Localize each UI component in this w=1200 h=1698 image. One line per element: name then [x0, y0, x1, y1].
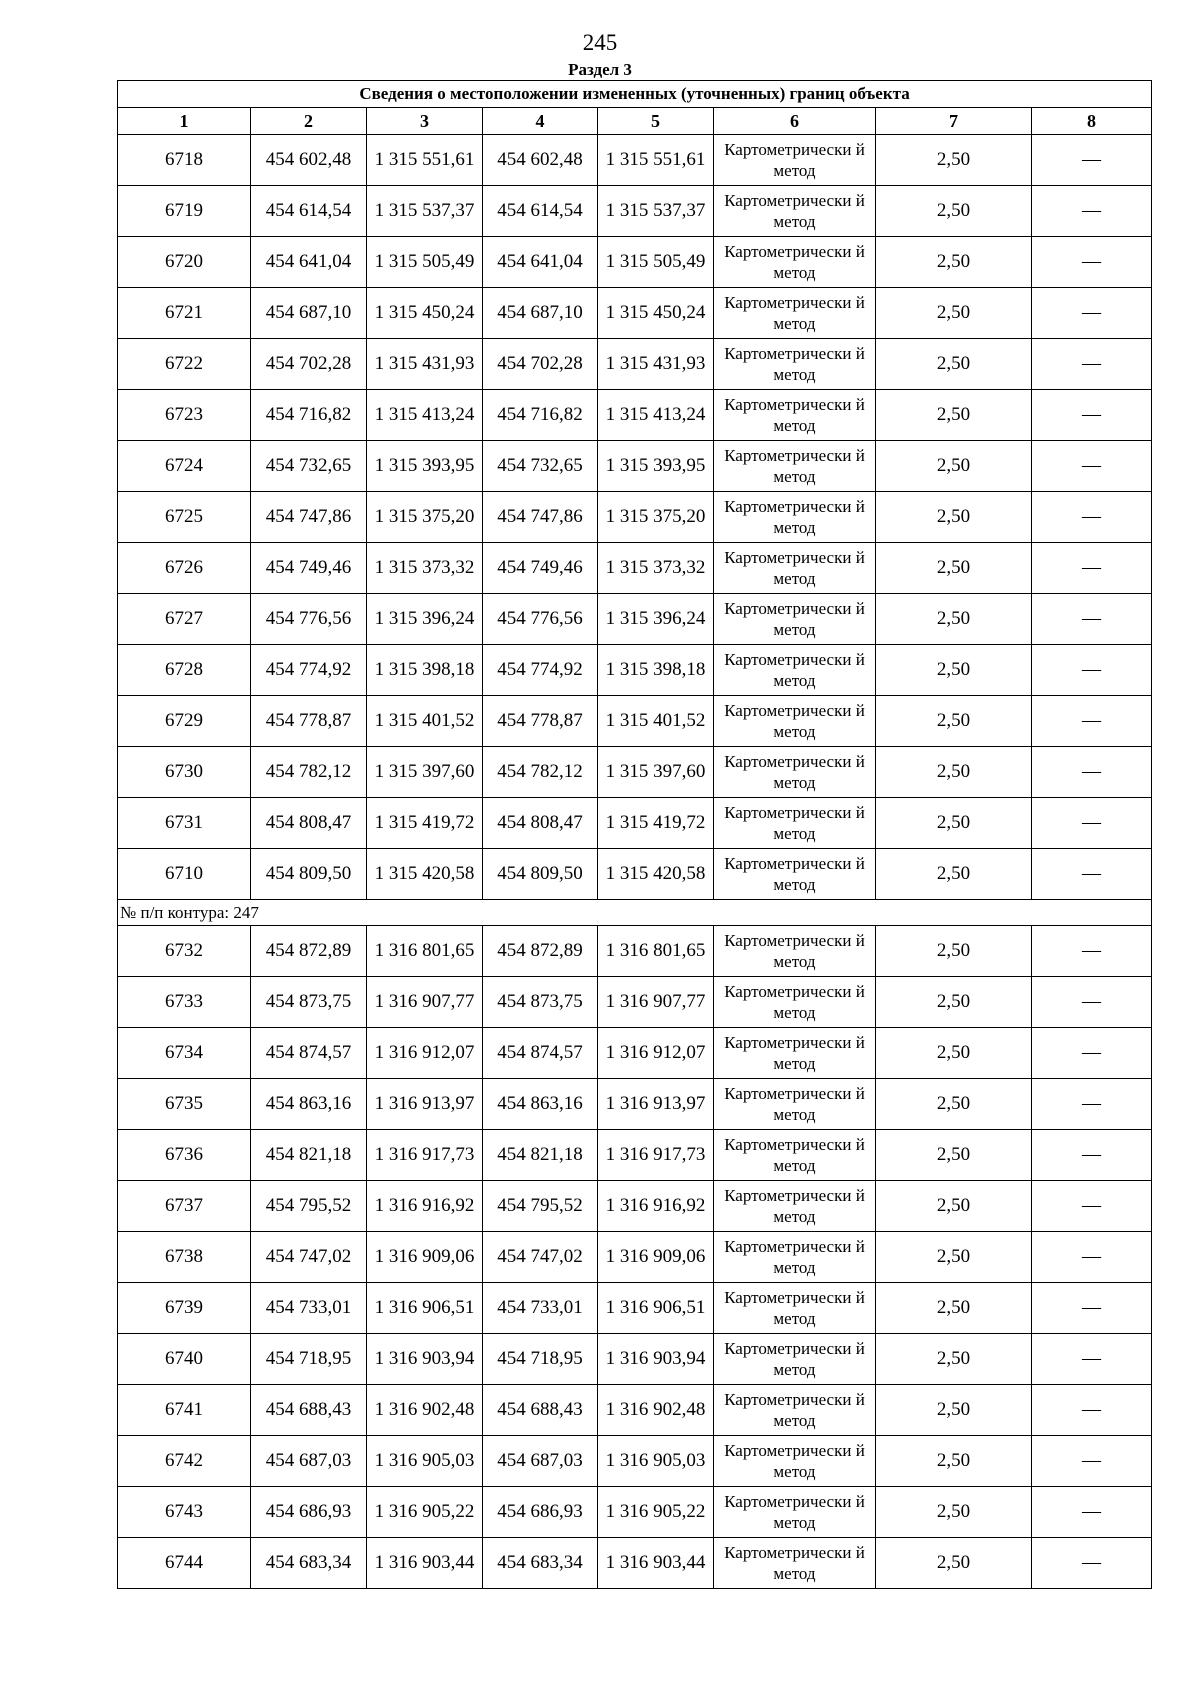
x-coordinate-cell: 454 686,93: [483, 1487, 598, 1538]
x-coordinate-cell: 454 602,48: [251, 135, 367, 186]
y-coordinate-cell: 1 316 905,03: [367, 1436, 483, 1487]
x-coordinate-cell: 454 776,56: [483, 594, 598, 645]
x-coordinate-cell: 454 776,56: [251, 594, 367, 645]
method-cell: Картометрически й метод: [714, 339, 876, 390]
y-coordinate-cell: 1 315 413,24: [367, 390, 483, 441]
method-cell: Картометрически й метод: [714, 798, 876, 849]
x-coordinate-cell: 454 747,86: [251, 492, 367, 543]
method-cell: Картометрически й метод: [714, 1079, 876, 1130]
point-number-cell: 6728: [118, 645, 251, 696]
x-coordinate-cell: 454 716,82: [251, 390, 367, 441]
column-number: 4: [483, 108, 598, 135]
point-number-cell: 6736: [118, 1130, 251, 1181]
table-row: [118, 390, 1152, 441]
x-coordinate-cell: 454 874,57: [483, 1028, 598, 1079]
notes-cell: —: [1032, 1538, 1152, 1589]
y-coordinate-cell: 1 315 420,58: [598, 849, 714, 900]
y-coordinate-cell: 1 316 905,03: [598, 1436, 714, 1487]
y-coordinate-cell: 1 315 537,37: [598, 186, 714, 237]
notes-cell: —: [1032, 1181, 1152, 1232]
notes-cell: —: [1032, 441, 1152, 492]
table-row: [118, 288, 1152, 339]
y-coordinate-cell: 1 316 903,44: [598, 1538, 714, 1589]
x-coordinate-cell: 454 795,52: [251, 1181, 367, 1232]
y-coordinate-cell: 1 315 505,49: [367, 237, 483, 288]
x-coordinate-cell: 454 614,54: [251, 186, 367, 237]
method-cell: Картометрически й метод: [714, 1334, 876, 1385]
y-coordinate-cell: 1 315 397,60: [598, 747, 714, 798]
y-coordinate-cell: 1 316 917,73: [598, 1130, 714, 1181]
x-coordinate-cell: 454 863,16: [483, 1079, 598, 1130]
point-number-cell: 6721: [118, 288, 251, 339]
y-coordinate-cell: 1 316 913,97: [598, 1079, 714, 1130]
accuracy-cell: 2,50: [876, 237, 1032, 288]
coordinates-table: [117, 80, 1152, 1589]
notes-cell: —: [1032, 594, 1152, 645]
x-coordinate-cell: 454 641,04: [251, 237, 367, 288]
x-coordinate-cell: 454 686,93: [251, 1487, 367, 1538]
y-coordinate-cell: 1 316 905,22: [367, 1487, 483, 1538]
table-row: [118, 1385, 1152, 1436]
point-number-cell: 6734: [118, 1028, 251, 1079]
point-number-cell: 6732: [118, 926, 251, 977]
notes-cell: —: [1032, 747, 1152, 798]
method-cell: Картометрически й метод: [714, 696, 876, 747]
y-coordinate-cell: 1 316 801,65: [367, 926, 483, 977]
y-coordinate-cell: 1 316 907,77: [598, 977, 714, 1028]
x-coordinate-cell: 454 733,01: [483, 1283, 598, 1334]
x-coordinate-cell: 454 821,18: [483, 1130, 598, 1181]
method-cell: Картометрически й метод: [714, 645, 876, 696]
table-row: [118, 798, 1152, 849]
method-cell: Картометрически й метод: [714, 1181, 876, 1232]
x-coordinate-cell: 454 809,50: [483, 849, 598, 900]
x-coordinate-cell: 454 749,46: [483, 543, 598, 594]
x-coordinate-cell: 454 778,87: [483, 696, 598, 747]
notes-cell: —: [1032, 798, 1152, 849]
point-number-cell: 6740: [118, 1334, 251, 1385]
table-row: [118, 747, 1152, 798]
x-coordinate-cell: 454 687,10: [251, 288, 367, 339]
point-number-cell: 6726: [118, 543, 251, 594]
notes-cell: —: [1032, 696, 1152, 747]
table-row: [118, 237, 1152, 288]
notes-cell: —: [1032, 977, 1152, 1028]
table-row: [118, 1538, 1152, 1589]
table-row: [118, 1283, 1152, 1334]
notes-cell: —: [1032, 645, 1152, 696]
y-coordinate-cell: 1 315 450,24: [367, 288, 483, 339]
column-number: 2: [251, 108, 367, 135]
table-caption: Сведения о местоположении измененных (уточненных) границ объекта: [118, 81, 1152, 108]
table-row: [118, 1232, 1152, 1283]
accuracy-cell: 2,50: [876, 288, 1032, 339]
page-number: 245: [582, 30, 618, 55]
notes-cell: —: [1032, 1130, 1152, 1181]
point-number-cell: 6722: [118, 339, 251, 390]
y-coordinate-cell: 1 316 903,44: [367, 1538, 483, 1589]
table-row: [118, 696, 1152, 747]
x-coordinate-cell: 454 873,75: [251, 977, 367, 1028]
accuracy-cell: 2,50: [876, 441, 1032, 492]
table-row: [118, 1181, 1152, 1232]
x-coordinate-cell: 454 774,92: [483, 645, 598, 696]
x-coordinate-cell: 454 683,34: [251, 1538, 367, 1589]
table-row: [118, 849, 1152, 900]
x-coordinate-cell: 454 688,43: [251, 1385, 367, 1436]
notes-cell: —: [1032, 1334, 1152, 1385]
table-row: [118, 926, 1152, 977]
method-cell: Картометрически й метод: [714, 926, 876, 977]
y-coordinate-cell: 1 315 393,95: [367, 441, 483, 492]
table-row: [118, 977, 1152, 1028]
notes-cell: —: [1032, 926, 1152, 977]
notes-cell: —: [1032, 1283, 1152, 1334]
method-cell: Картометрически й метод: [714, 849, 876, 900]
method-cell: Картометрически й метод: [714, 1487, 876, 1538]
method-cell: Картометрически й метод: [714, 1538, 876, 1589]
x-coordinate-cell: 454 718,95: [483, 1334, 598, 1385]
table-row: [118, 339, 1152, 390]
y-coordinate-cell: 1 315 393,95: [598, 441, 714, 492]
notes-cell: —: [1032, 135, 1152, 186]
point-number-cell: 6742: [118, 1436, 251, 1487]
notes-cell: —: [1032, 492, 1152, 543]
accuracy-cell: 2,50: [876, 186, 1032, 237]
method-cell: Картометрически й метод: [714, 543, 876, 594]
table-row: [118, 1334, 1152, 1385]
x-coordinate-cell: 454 718,95: [251, 1334, 367, 1385]
table-row: [118, 1028, 1152, 1079]
method-cell: Картометрически й метод: [714, 288, 876, 339]
accuracy-cell: 2,50: [876, 1334, 1032, 1385]
y-coordinate-cell: 1 316 916,92: [598, 1181, 714, 1232]
y-coordinate-cell: 1 316 906,51: [598, 1283, 714, 1334]
accuracy-cell: 2,50: [876, 1028, 1032, 1079]
y-coordinate-cell: 1 315 551,61: [598, 135, 714, 186]
y-coordinate-cell: 1 316 801,65: [598, 926, 714, 977]
y-coordinate-cell: 1 316 903,94: [367, 1334, 483, 1385]
point-number-cell: 6739: [118, 1283, 251, 1334]
point-number-cell: 6727: [118, 594, 251, 645]
y-coordinate-cell: 1 316 909,06: [367, 1232, 483, 1283]
y-coordinate-cell: 1 315 413,24: [598, 390, 714, 441]
method-cell: Картометрически й метод: [714, 1028, 876, 1079]
x-coordinate-cell: 454 795,52: [483, 1181, 598, 1232]
method-cell: Картометрически й метод: [714, 977, 876, 1028]
accuracy-cell: 2,50: [876, 594, 1032, 645]
contour-row: [118, 900, 1152, 926]
method-cell: Картометрически й метод: [714, 1283, 876, 1334]
accuracy-cell: 2,50: [876, 1385, 1032, 1436]
point-number-cell: 6720: [118, 237, 251, 288]
point-number-cell: 6723: [118, 390, 251, 441]
section-title: Раздел 3: [568, 60, 632, 79]
point-number-cell: 6729: [118, 696, 251, 747]
column-number: 5: [598, 108, 714, 135]
accuracy-cell: 2,50: [876, 1079, 1032, 1130]
y-coordinate-cell: 1 315 396,24: [598, 594, 714, 645]
table-row: [118, 135, 1152, 186]
table-row: [118, 441, 1152, 492]
x-coordinate-cell: 454 808,47: [483, 798, 598, 849]
y-coordinate-cell: 1 315 419,72: [367, 798, 483, 849]
y-coordinate-cell: 1 315 373,32: [598, 543, 714, 594]
notes-cell: —: [1032, 1385, 1152, 1436]
accuracy-cell: 2,50: [876, 1538, 1032, 1589]
y-coordinate-cell: 1 315 419,72: [598, 798, 714, 849]
point-number-cell: 6731: [118, 798, 251, 849]
column-number: 1: [118, 108, 251, 135]
table-row: [118, 1436, 1152, 1487]
x-coordinate-cell: 454 687,03: [251, 1436, 367, 1487]
y-coordinate-cell: 1 315 450,24: [598, 288, 714, 339]
x-coordinate-cell: 454 774,92: [251, 645, 367, 696]
table-row: [118, 1130, 1152, 1181]
method-cell: Картометрически й метод: [714, 237, 876, 288]
method-cell: Картометрически й метод: [714, 390, 876, 441]
accuracy-cell: 2,50: [876, 1283, 1032, 1334]
x-coordinate-cell: 454 683,34: [483, 1538, 598, 1589]
x-coordinate-cell: 454 733,01: [251, 1283, 367, 1334]
x-coordinate-cell: 454 614,54: [483, 186, 598, 237]
notes-cell: —: [1032, 543, 1152, 594]
point-number-cell: 6719: [118, 186, 251, 237]
x-coordinate-cell: 454 782,12: [251, 747, 367, 798]
accuracy-cell: 2,50: [876, 926, 1032, 977]
x-coordinate-cell: 454 872,89: [483, 926, 598, 977]
column-number: 3: [367, 108, 483, 135]
x-coordinate-cell: 454 602,48: [483, 135, 598, 186]
accuracy-cell: 2,50: [876, 798, 1032, 849]
notes-cell: —: [1032, 186, 1152, 237]
y-coordinate-cell: 1 315 551,61: [367, 135, 483, 186]
method-cell: Картометрически й метод: [714, 594, 876, 645]
x-coordinate-cell: 454 716,82: [483, 390, 598, 441]
x-coordinate-cell: 454 778,87: [251, 696, 367, 747]
y-coordinate-cell: 1 316 902,48: [598, 1385, 714, 1436]
y-coordinate-cell: 1 315 396,24: [367, 594, 483, 645]
accuracy-cell: 2,50: [876, 135, 1032, 186]
point-number-cell: 6744: [118, 1538, 251, 1589]
table-row: [118, 1487, 1152, 1538]
point-number-cell: 6741: [118, 1385, 251, 1436]
notes-cell: —: [1032, 849, 1152, 900]
x-coordinate-cell: 454 747,02: [251, 1232, 367, 1283]
y-coordinate-cell: 1 315 375,20: [367, 492, 483, 543]
method-cell: Картометрически й метод: [714, 186, 876, 237]
y-coordinate-cell: 1 315 505,49: [598, 237, 714, 288]
point-number-cell: 6710: [118, 849, 251, 900]
point-number-cell: 6730: [118, 747, 251, 798]
accuracy-cell: 2,50: [876, 1232, 1032, 1283]
table-row: [118, 594, 1152, 645]
x-coordinate-cell: 454 641,04: [483, 237, 598, 288]
method-cell: Картометрически й метод: [714, 1385, 876, 1436]
method-cell: Картометрически й метод: [714, 1436, 876, 1487]
accuracy-cell: 2,50: [876, 645, 1032, 696]
x-coordinate-cell: 454 809,50: [251, 849, 367, 900]
x-coordinate-cell: 454 732,65: [251, 441, 367, 492]
method-cell: Картометрически й метод: [714, 492, 876, 543]
y-coordinate-cell: 1 315 397,60: [367, 747, 483, 798]
method-cell: Картометрически й метод: [714, 441, 876, 492]
accuracy-cell: 2,50: [876, 339, 1032, 390]
x-coordinate-cell: 454 749,46: [251, 543, 367, 594]
y-coordinate-cell: 1 315 537,37: [367, 186, 483, 237]
x-coordinate-cell: 454 872,89: [251, 926, 367, 977]
x-coordinate-cell: 454 821,18: [251, 1130, 367, 1181]
y-coordinate-cell: 1 316 907,77: [367, 977, 483, 1028]
method-cell: Картометрически й метод: [714, 1130, 876, 1181]
notes-cell: —: [1032, 237, 1152, 288]
notes-cell: —: [1032, 1487, 1152, 1538]
y-coordinate-cell: 1 315 401,52: [367, 696, 483, 747]
y-coordinate-cell: 1 316 902,48: [367, 1385, 483, 1436]
y-coordinate-cell: 1 316 912,07: [598, 1028, 714, 1079]
point-number-cell: 6718: [118, 135, 251, 186]
accuracy-cell: 2,50: [876, 696, 1032, 747]
y-coordinate-cell: 1 315 375,20: [598, 492, 714, 543]
method-cell: Картометрически й метод: [714, 135, 876, 186]
y-coordinate-cell: 1 315 431,93: [598, 339, 714, 390]
point-number-cell: 6738: [118, 1232, 251, 1283]
point-number-cell: 6737: [118, 1181, 251, 1232]
table-row: [118, 1079, 1152, 1130]
accuracy-cell: 2,50: [876, 747, 1032, 798]
y-coordinate-cell: 1 315 398,18: [367, 645, 483, 696]
accuracy-cell: 2,50: [876, 1130, 1032, 1181]
column-number: 8: [1032, 108, 1152, 135]
x-coordinate-cell: 454 808,47: [251, 798, 367, 849]
table-body: [118, 135, 1152, 1589]
method-cell: Картометрически й метод: [714, 747, 876, 798]
y-coordinate-cell: 1 315 401,52: [598, 696, 714, 747]
x-coordinate-cell: 454 688,43: [483, 1385, 598, 1436]
point-number-cell: 6743: [118, 1487, 251, 1538]
y-coordinate-cell: 1 316 909,06: [598, 1232, 714, 1283]
y-coordinate-cell: 1 315 431,93: [367, 339, 483, 390]
table-row: [118, 543, 1152, 594]
x-coordinate-cell: 454 687,10: [483, 288, 598, 339]
notes-cell: —: [1032, 1436, 1152, 1487]
y-coordinate-cell: 1 316 903,94: [598, 1334, 714, 1385]
column-number-row: [118, 108, 1152, 135]
table-row: [118, 492, 1152, 543]
accuracy-cell: 2,50: [876, 390, 1032, 441]
y-coordinate-cell: 1 315 373,32: [367, 543, 483, 594]
accuracy-cell: 2,50: [876, 977, 1032, 1028]
column-number: 7: [876, 108, 1032, 135]
y-coordinate-cell: 1 316 916,92: [367, 1181, 483, 1232]
notes-cell: —: [1032, 1232, 1152, 1283]
x-coordinate-cell: 454 702,28: [251, 339, 367, 390]
contour-label: № п/п контура: 247: [118, 900, 1152, 926]
notes-cell: —: [1032, 390, 1152, 441]
y-coordinate-cell: 1 315 420,58: [367, 849, 483, 900]
notes-cell: —: [1032, 288, 1152, 339]
accuracy-cell: 2,50: [876, 1436, 1032, 1487]
accuracy-cell: 2,50: [876, 492, 1032, 543]
accuracy-cell: 2,50: [876, 849, 1032, 900]
column-number: 6: [714, 108, 876, 135]
x-coordinate-cell: 454 747,02: [483, 1232, 598, 1283]
x-coordinate-cell: 454 747,86: [483, 492, 598, 543]
point-number-cell: 6725: [118, 492, 251, 543]
accuracy-cell: 2,50: [876, 1181, 1032, 1232]
point-number-cell: 6724: [118, 441, 251, 492]
x-coordinate-cell: 454 873,75: [483, 977, 598, 1028]
x-coordinate-cell: 454 782,12: [483, 747, 598, 798]
notes-cell: —: [1032, 1028, 1152, 1079]
point-number-cell: 6735: [118, 1079, 251, 1130]
y-coordinate-cell: 1 316 906,51: [367, 1283, 483, 1334]
y-coordinate-cell: 1 316 913,97: [367, 1079, 483, 1130]
x-coordinate-cell: 454 702,28: [483, 339, 598, 390]
accuracy-cell: 2,50: [876, 1487, 1032, 1538]
table-row: [118, 186, 1152, 237]
accuracy-cell: 2,50: [876, 543, 1032, 594]
x-coordinate-cell: 454 732,65: [483, 441, 598, 492]
notes-cell: —: [1032, 1079, 1152, 1130]
x-coordinate-cell: 454 687,03: [483, 1436, 598, 1487]
x-coordinate-cell: 454 874,57: [251, 1028, 367, 1079]
y-coordinate-cell: 1 315 398,18: [598, 645, 714, 696]
y-coordinate-cell: 1 316 912,07: [367, 1028, 483, 1079]
point-number-cell: 6733: [118, 977, 251, 1028]
y-coordinate-cell: 1 316 905,22: [598, 1487, 714, 1538]
y-coordinate-cell: 1 316 917,73: [367, 1130, 483, 1181]
method-cell: Картометрически й метод: [714, 1232, 876, 1283]
x-coordinate-cell: 454 863,16: [251, 1079, 367, 1130]
table-row: [118, 645, 1152, 696]
notes-cell: —: [1032, 339, 1152, 390]
